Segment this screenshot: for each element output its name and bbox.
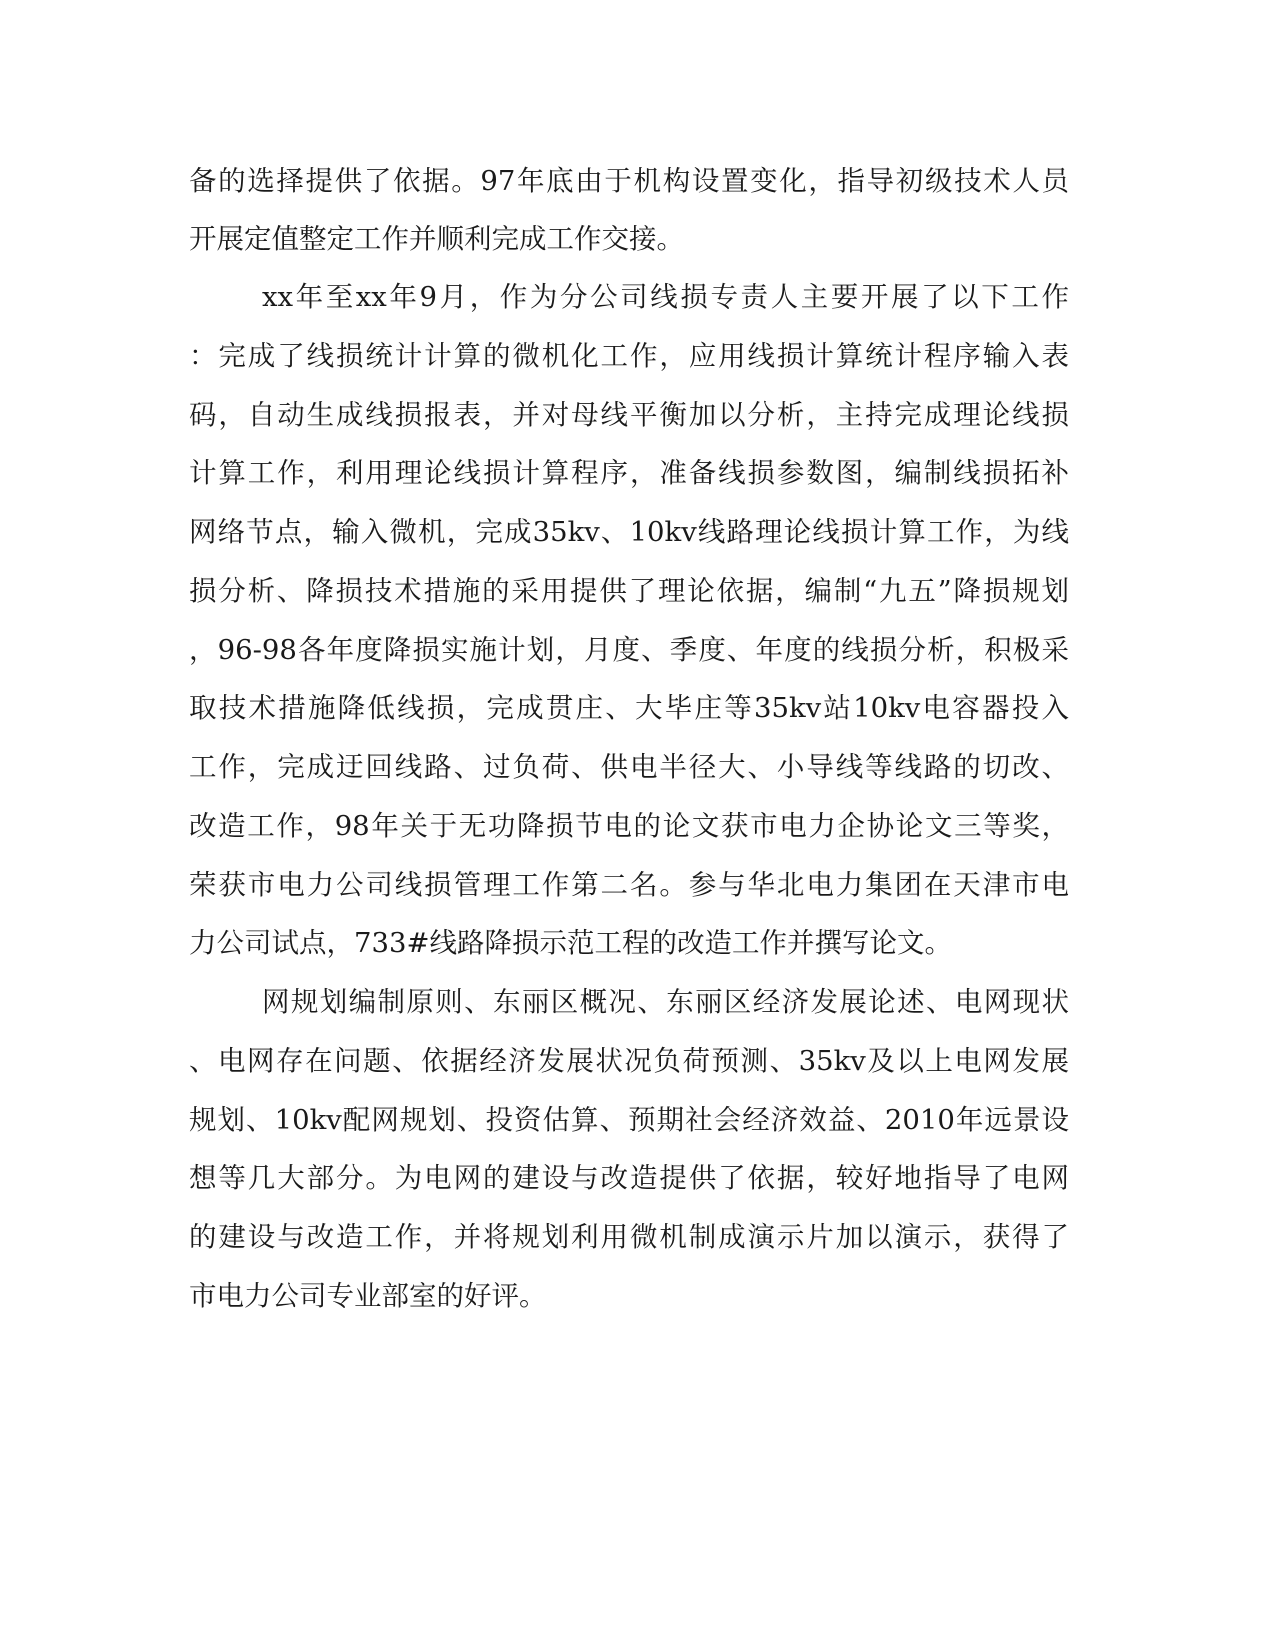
text-line: 网规划编制原则、东丽区概况、东丽区经济发展论述、电网现状 — [262, 986, 1069, 1018]
text-line: 、电网存在问题、依据经济发展状况负荷预测、35kv及以上电网发展 — [189, 1045, 1069, 1077]
text-line: ，96-98各年度降损实施计划，月度、季度、年度的线损分析，积极采 — [189, 634, 1069, 666]
text-line: 想等几大部分。为电网的建设与改造提供了依据，较好地指导了电网 — [189, 1162, 1069, 1194]
text-line: 改造工作，98年关于无功降损节电的论文获市电力企协论文三等奖， — [189, 810, 1069, 842]
text-line: 工作，完成迂回线路、过负荷、供电半径大、小导线等线路的切改、 — [189, 751, 1069, 783]
text-line: 损分析、降损技术措施的采用提供了理论依据，编制“九五”降损规划 — [189, 575, 1069, 607]
text-line: 码，自动生成线损报表，并对母线平衡加以分析，主持完成理论线损 — [189, 399, 1069, 431]
text-line: 开展定值整定工作并顺利完成工作交接。 — [189, 223, 684, 255]
text-line: 备的选择提供了依据。97年底由于机构设置变化，指导初级技术人员 — [189, 165, 1069, 197]
text-line: 荣获市电力公司线损管理工作第二名。参与华北电力集团在天津市电 — [189, 869, 1069, 901]
text-line: 力公司试点，733#线路降损示范工程的改造工作并撰写论文。 — [189, 927, 953, 959]
text-line: xx年至xx年9月，作为分公司线损专责人主要开展了以下工作 — [262, 281, 1069, 313]
text-line: 市电力公司专业部室的好评。 — [189, 1280, 547, 1312]
text-line: ：完成了线损统计计算的微机化工作，应用线损计算统计程序输入表 — [189, 340, 1069, 372]
text-line: 规划、10kv配网规划、投资估算、预期社会经济效益、2010年远景设 — [189, 1104, 1069, 1136]
text-line: 的建设与改造工作，并将规划利用微机制成演示片加以演示，获得了 — [189, 1221, 1069, 1253]
text-line: 网络节点，输入微机，完成35kv、10kv线路理论线损计算工作，为线 — [189, 516, 1069, 548]
text-line: 计算工作，利用理论线损计算程序，准备线损参数图，编制线损拓补 — [189, 457, 1069, 489]
text-line: 取技术措施降低线损，完成贯庄、大毕庄等35kv站10kv电容器投入 — [189, 692, 1069, 724]
